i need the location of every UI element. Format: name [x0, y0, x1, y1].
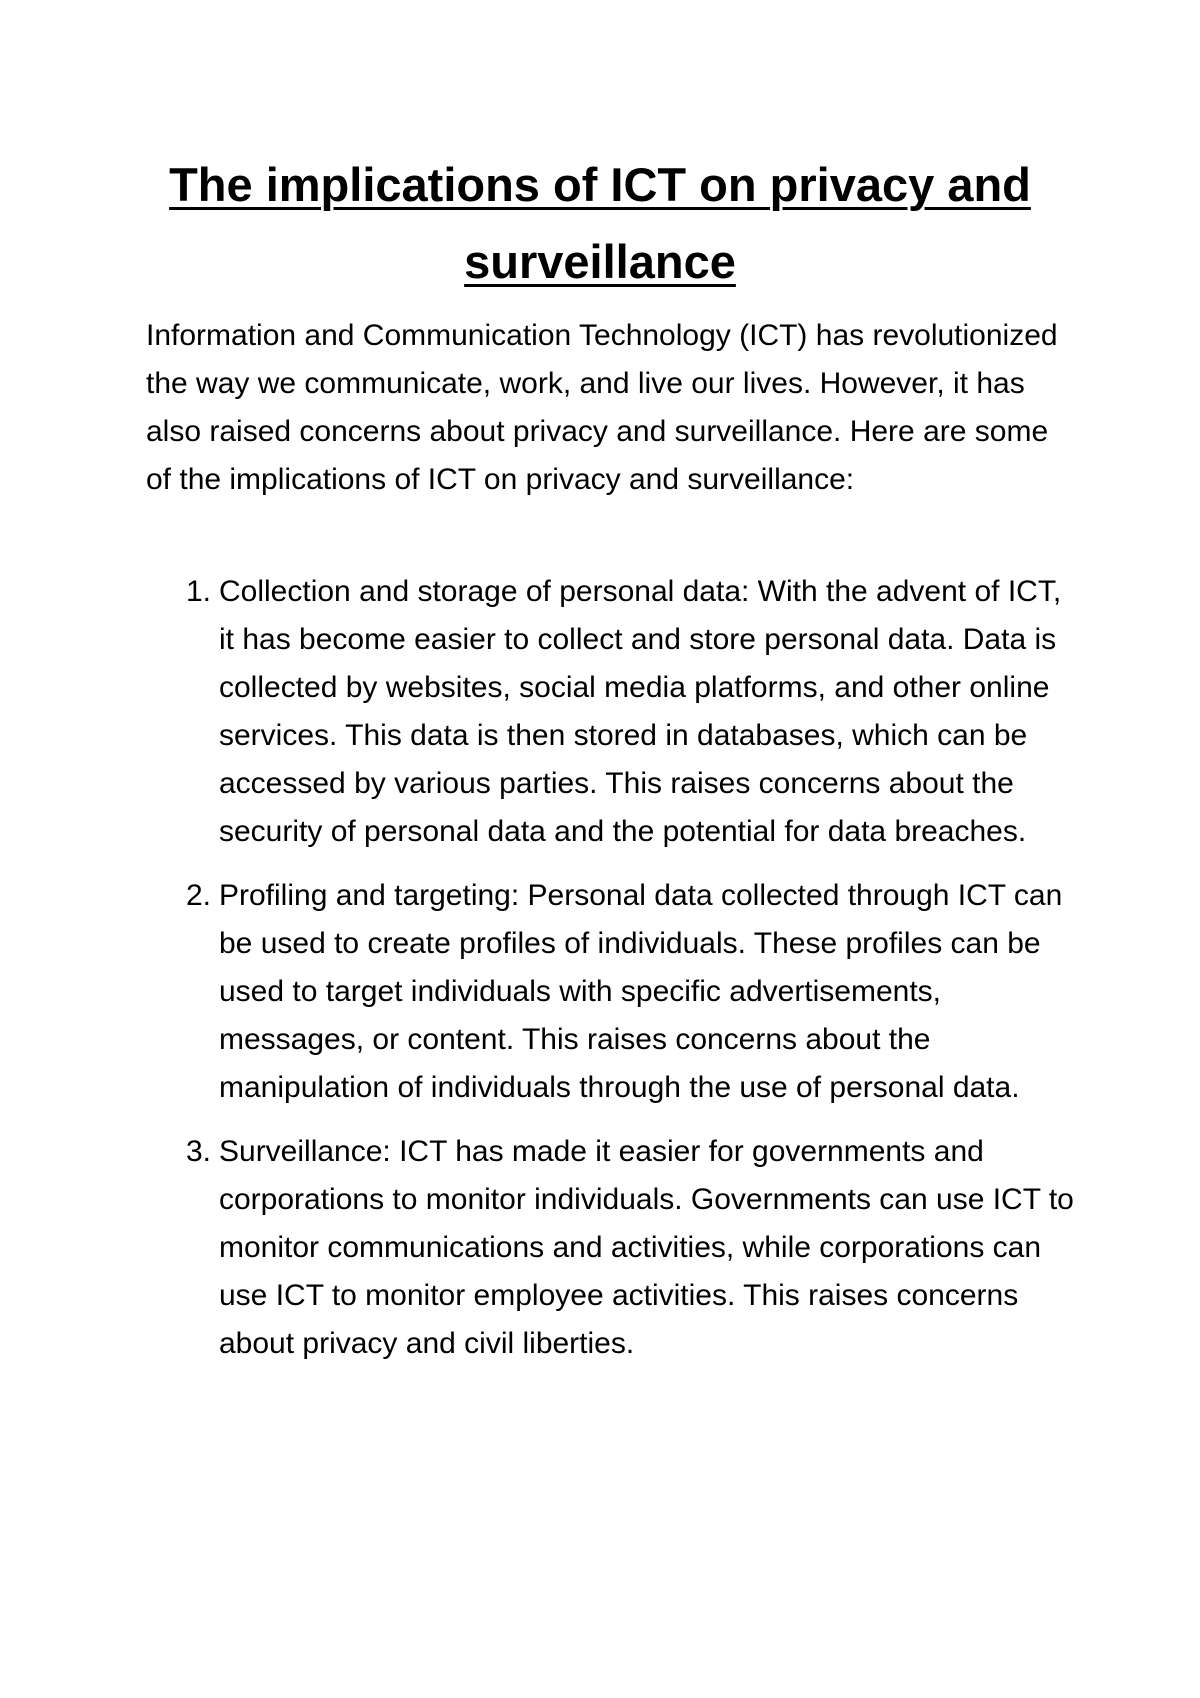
list-item: [146, 1128, 1076, 1368]
list-item-number: 1.: [185, 575, 211, 608]
document-title: The implications of ICT on privacy and surveillance: [169, 158, 1031, 288]
list-item-text: Surveillance: ICT has made it easier for governments and corporations to monitor individuals. Governments can use ICT to monitor communications and activities, while corporations can use ICT to monitor employee activities. This raises concerns about privacy and civil liberties.: [219, 1135, 1074, 1360]
list-item-text: Collection and storage of personal data: With the advent of ICT, it has become easier to collect and store personal data. Data is collected by websites, social media platforms, and other online services. This data is then stored in databases, which can be accessed by various parties. This raises concerns about the security of personal data and the potential for data breaches.: [219, 575, 1062, 848]
list-item-number: 3.: [185, 1135, 211, 1168]
list-item-text: Profiling and targeting: Personal data collected through ICT can be used to create profiles of individuals. These profiles can be used to target individuals with specific advertisements, messages, or content. This raises concerns about the manipulation of individuals through the use of personal data.: [219, 879, 1063, 1104]
list-item: [146, 568, 1076, 856]
implications-list: [146, 568, 1076, 1384]
list-item: [146, 872, 1076, 1112]
intro-paragraph: Information and Communication Technology (ICT) has revolutionized the way we communicate, work, and live our lives. However, it has also raised concerns about privacy and surveillance. Here are some of the implications of ICT on privacy and surveillance:: [146, 319, 1058, 496]
list-item-number: 2.: [185, 879, 211, 912]
